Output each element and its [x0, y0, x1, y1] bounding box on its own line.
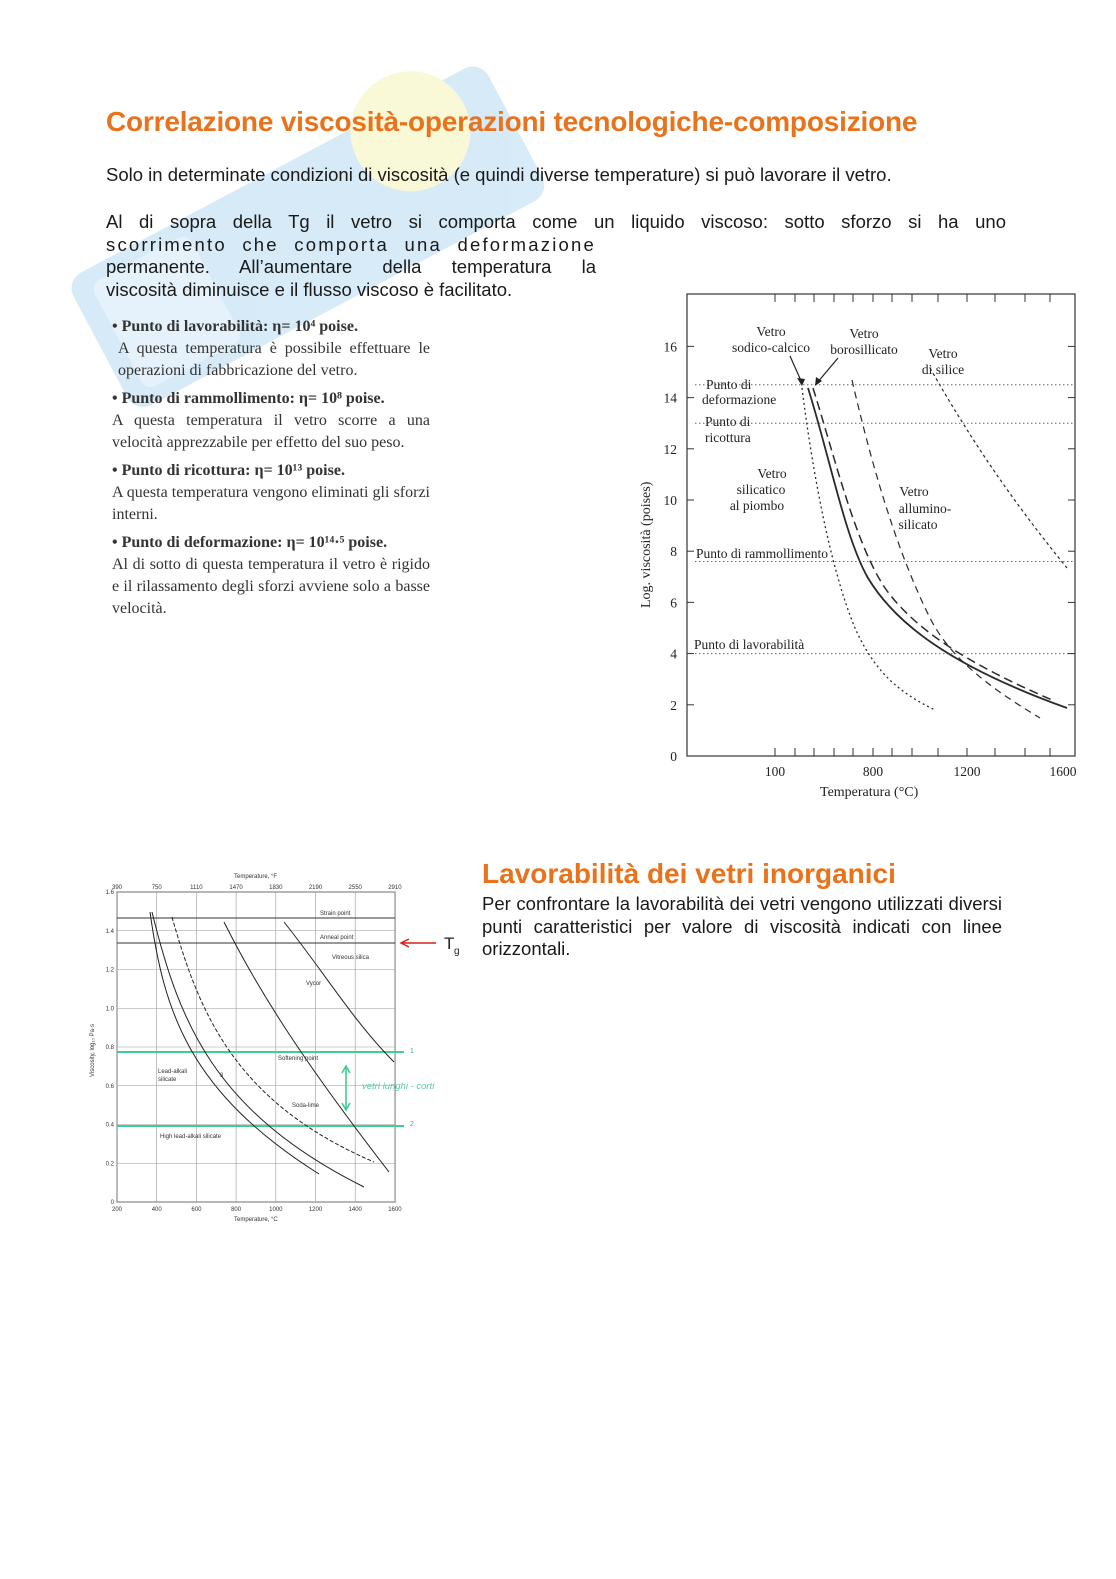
- y-tick-label: 1.0: [105, 1006, 114, 1013]
- y-tick-label: 6: [670, 595, 677, 611]
- y-tick-label: 14: [663, 390, 677, 406]
- x-axis-label: Temperature, °C: [234, 1217, 278, 1223]
- section2-text: Per confrontare la lavorabilità dei vetri vengono utilizzati diversi punti caratteristici per valore di viscosità indicati con linee orizzontali.: [482, 893, 1002, 959]
- grid: [117, 892, 404, 1202]
- x-top-tick-label: 1110: [190, 885, 203, 891]
- label-soda-2: sodico-calcico: [732, 340, 810, 355]
- curve-soda-calcico: [808, 388, 1067, 708]
- label-ricottura-2: ricottura: [705, 430, 751, 445]
- label-lead-alkali-1: Lead-alkali: [158, 1069, 188, 1075]
- viscosity-temperature-chart: [630, 288, 1090, 808]
- label-deformazione-2: deformazione: [702, 392, 777, 407]
- viscosity-points-list: [112, 316, 430, 626]
- plot-frame: [687, 294, 1075, 756]
- label-boro-2: borosillicato: [830, 342, 898, 357]
- point-body: A questa temperatura il vetro scorre a una velocità apprezzabile per effetto del suo peso.: [112, 412, 430, 451]
- label-piombo-2: silicatico: [736, 482, 786, 497]
- label-lead-alkali-2: silicate: [158, 1077, 177, 1083]
- y-tick-label: 8: [670, 544, 677, 560]
- tg-sub-label: g: [454, 946, 460, 957]
- y-tick-label: 1.2: [105, 967, 114, 974]
- x-tick-label: 100: [764, 764, 786, 779]
- y-tick-label: 1.6: [105, 890, 114, 896]
- line1-label: 1: [410, 1048, 414, 1055]
- top-axis-title: Temperature, °F: [234, 874, 278, 880]
- y-axis-label: Viscosity, log₁₀ Pa·s: [90, 1024, 96, 1077]
- label-allumino-3: silicato: [898, 517, 938, 532]
- para2-line3: permanente. All’aumentare della temperatura la: [106, 256, 596, 277]
- label-deformazione-1: Punto di: [706, 377, 752, 392]
- label-allumino-1: Vetro: [899, 484, 929, 499]
- para2-line1: Al di sopra della Tg il vetro si comporta come un liquido viscoso: sotto sforzo si ha uno: [106, 211, 1006, 232]
- x-top-tick-label: 2910: [388, 885, 402, 891]
- range-arrow: [342, 1066, 350, 1110]
- x-tick-label: 1600: [1049, 764, 1077, 779]
- label-vitreous: Vitreous silica: [332, 955, 369, 961]
- point-body: Al di sotto di questa temperatura il vetro è rigido e il rilassamento degli sforzi avviene solo a basse velocità.: [112, 556, 430, 617]
- y-tick-label: 4: [670, 646, 677, 662]
- y-axis-label: Log. viscosità (poises): [639, 481, 654, 608]
- axis-ticks: [664, 294, 1077, 779]
- x-top-tick-label: 1470: [229, 885, 243, 891]
- label-soda-lime: Soda-lime: [292, 1103, 320, 1109]
- y-tick-label: 16: [663, 339, 677, 355]
- x-tick-label: 800: [862, 764, 884, 779]
- point-ricottura: [112, 460, 430, 526]
- label-boro-1: Vetro: [849, 326, 879, 341]
- label-curve3: 3: [220, 1073, 224, 1079]
- curve-silice: [930, 368, 1067, 568]
- point-rammollimento: [112, 388, 430, 454]
- axis-ticks: [106, 885, 403, 1213]
- point-deformazione: [112, 532, 430, 620]
- tg-arrow: [401, 939, 436, 947]
- tg-label: T: [444, 934, 455, 953]
- curves: [802, 368, 1067, 718]
- page-title: Correlazione viscosità-operazioni tecnologiche-composizione: [106, 106, 918, 137]
- point-lavorabilita: [112, 316, 430, 382]
- point-body: A questa temperatura vengono eliminati gli sforzi interni.: [112, 484, 430, 523]
- point-head: • Punto di lavorabilità: η= 10⁴ poise.: [112, 318, 358, 335]
- curves: [150, 912, 394, 1187]
- point-body: A questa temperatura è possibile effettuare le operazioni di fabbricazione del vetro.: [118, 340, 430, 379]
- label-high-lead: High lead-alkali silicate: [160, 1134, 222, 1140]
- label-soda-1: Vetro: [756, 324, 786, 339]
- y-tick-label: 2: [670, 697, 677, 713]
- label-ricottura-1: Punto di: [705, 414, 751, 429]
- x-tick-label: 600: [191, 1207, 202, 1213]
- x-tick-label: 1400: [348, 1207, 362, 1213]
- point-head: • Punto di ricottura: η= 10¹³ poise.: [112, 462, 345, 479]
- y-tick-label: 0: [110, 1200, 114, 1206]
- label-anneal: Anneal point: [320, 935, 354, 941]
- label-lavorabilita: Punto di lavorabilità: [694, 637, 805, 652]
- x-top-tick-label: 750: [151, 885, 162, 891]
- label-piombo-3: al piombo: [729, 498, 785, 513]
- reference-lines: [695, 385, 1075, 654]
- line2-label: 2: [410, 1121, 414, 1128]
- point-head: • Punto di deformazione: η= 10¹⁴·⁵ poise.: [112, 534, 388, 551]
- label-silice-1: Vetro: [928, 346, 958, 361]
- x-tick-label: 800: [231, 1207, 242, 1213]
- y-tick-label: 0.4: [105, 1122, 114, 1129]
- x-axis-label: Temperatura (°C): [820, 785, 919, 800]
- label-allumino-2: allumino-: [898, 501, 952, 516]
- y-tick-label: 0.8: [105, 1045, 114, 1051]
- x-tick-label: 1200: [953, 764, 981, 779]
- reference-labels: [694, 377, 828, 652]
- label-silice-2: di silice: [921, 362, 965, 377]
- arrow-boro: [817, 358, 838, 383]
- y-tick-label: 12: [663, 441, 677, 457]
- x-top-tick-label: 2550: [348, 885, 362, 891]
- range-annotation: vetri lunghi - corti: [362, 1081, 435, 1092]
- para2-line4: viscosità diminuisce e il flusso viscoso è facilitato.: [106, 279, 513, 300]
- x-top-tick-label: 2190: [308, 885, 323, 891]
- curve-labels: [158, 911, 370, 1140]
- x-tick-label: 400: [151, 1207, 162, 1213]
- y-tick-label: 10: [663, 493, 677, 508]
- label-vycor: Vycor: [306, 981, 322, 987]
- curve-allumino: [852, 380, 1040, 718]
- x-tick-label: 200: [111, 1207, 123, 1213]
- label-strain: Strain point: [320, 911, 351, 917]
- para2-line2: scorrimento che comporta una deformazione: [106, 234, 596, 255]
- label-softening: Softening point: [278, 1056, 319, 1062]
- label-rammollimento: Punto di rammollimento: [696, 546, 828, 561]
- y-tick-label: 0: [670, 749, 677, 764]
- section2-title: Lavorabilità dei vetri inorganici: [482, 858, 896, 889]
- x-top-tick-label: 1830: [269, 885, 283, 891]
- x-tick-label: 1600: [388, 1207, 402, 1213]
- y-tick-label: 1.4: [105, 928, 114, 935]
- y-tick-label: 0.6: [105, 1083, 114, 1090]
- label-piombo-1: Vetro: [757, 466, 787, 481]
- curve-lead-alkali: [152, 912, 364, 1187]
- x-top-tick-label: 390: [111, 885, 123, 891]
- intro-paragraph: Solo in determinate condizioni di viscosità (e quindi diverse temperature) si può lavorare il vetro.: [106, 164, 892, 185]
- y-tick-label: 0.2: [105, 1161, 114, 1168]
- inorganic-glass-viscosity-chart: [84, 862, 474, 1232]
- x-tick-label: 1200: [308, 1207, 323, 1213]
- point-head: • Punto di rammollimento: η= 10⁸ poise.: [112, 390, 385, 407]
- x-tick-label: 1000: [269, 1207, 283, 1213]
